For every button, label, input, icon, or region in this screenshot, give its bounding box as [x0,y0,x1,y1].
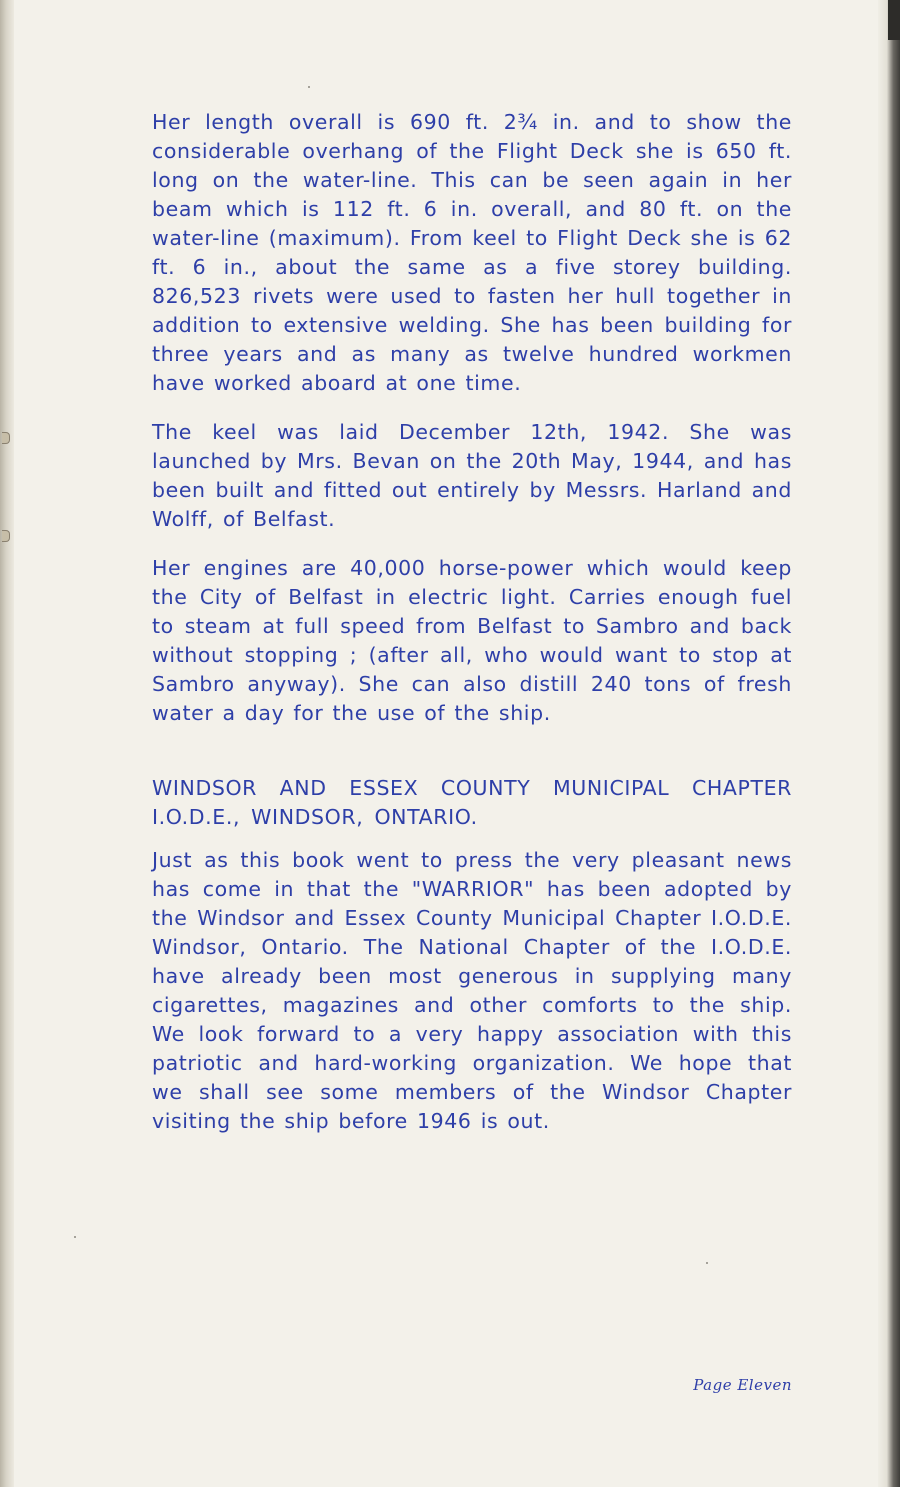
paper-speck [308,86,310,88]
paragraph-engines: Her engines are 40,000 horse-power which would keep the City of Belfast in electric light. Carries enough fuel to steam at full speed from Belfast to Sambro and back without stopping ; (after all, who would want to stop at Sambro anyway). She can also distill 240 tons of fresh water a day for the use of the ship. [152,556,792,725]
staple-bottom [2,530,10,542]
section-heading: WINDSOR AND ESSEX COUNTY MUNICIPAL CHAPTER I.O.D.E., WINDSOR, ONTARIO. [152,776,792,829]
paper-speck [706,1262,708,1264]
staple-top [2,432,10,444]
page-edge-shadow [878,0,900,1487]
paragraph-ship-dimensions: Her length overall is 690 ft. 2¾ in. and to show the considerable overhang of the Flight Deck she is 650 ft. long on the water-line. This can be seen again in her beam which is 112 ft. 6 in. overall, and 80 ft. on the water-line (maximum). From keel to Flight Deck she is 62 ft. 6 in., about the same as a five storey building. 826,523 rivets were used to fasten her hull together in addition to extensive welding. She has been building for three years and as many as twelve hundred workmen have worked aboard at one time. [152,110,792,395]
page-number: Page Eleven [693,1376,792,1394]
paragraph-keel-launch: The keel was laid December 12th, 1942. She was launched by Mrs. Bevan on the 20th May, 1944, and has been built and fitted out entirely by Messrs. Harland and Wolff, of Belfast. [152,420,792,531]
paragraph-chapter-adoption: Just as this book went to press the very pleasant news has come in that the "WARRIOR" has been adopted by the Windsor and Essex County Municipal Chapter I.O.D.E. Windsor, Ontario. The National Chapter of the I.O.D.E. have already been most generous in supplying many cigarettes, magazines and other comforts to the ship. We look forward to a very happy association with this patriotic and hard-working organization. We hope that we shall see some members of the Windsor Chapter visiting the ship before 1946 is out. [152,848,792,1133]
page-corner-shadow [888,0,900,40]
page-gutter [0,0,14,1487]
paper-speck [74,1236,76,1238]
